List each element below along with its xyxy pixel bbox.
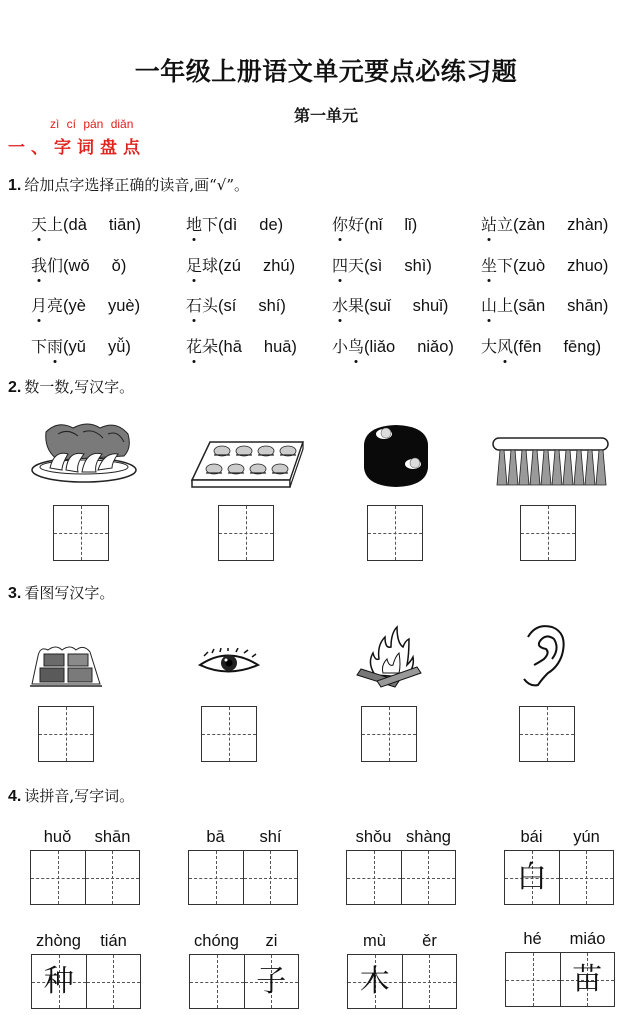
- option-2[interactable]: shān: [567, 297, 603, 315]
- question-2-heading: [8, 376, 134, 397]
- writing-cell[interactable]: [190, 955, 244, 1008]
- pinyin-label: chóng: [194, 932, 239, 950]
- pinyin-label: huǒ: [43, 828, 72, 846]
- pinyin-choice-item: 下雨(yǔ yǚ): [31, 334, 186, 375]
- option-1[interactable]: yè: [68, 297, 86, 315]
- option-1[interactable]: zú: [223, 256, 241, 275]
- writing-cell[interactable]: 种: [32, 955, 86, 1008]
- field-picture: [28, 642, 104, 688]
- option-1[interactable]: yǔ: [68, 337, 86, 356]
- question-number: 2.: [8, 379, 22, 396]
- pinyin-choice-item: 站立(zàn zhàn): [481, 212, 636, 253]
- option-2[interactable]: shì: [404, 256, 427, 275]
- bok-choy-picture: [28, 420, 138, 490]
- pinyin-choice-item: 你好(nǐ lǐ): [332, 212, 481, 253]
- option-2[interactable]: huā: [263, 337, 292, 356]
- writing-cell[interactable]: [559, 851, 614, 904]
- option-2[interactable]: lǐ: [404, 216, 412, 234]
- writing-cell[interactable]: 木: [348, 955, 402, 1008]
- pinyin-label: shān: [94, 828, 131, 846]
- pinyin-label: shí: [259, 828, 282, 846]
- option-1[interactable]: sì: [369, 256, 383, 275]
- pinyin-choice-item: 地下(dì de): [186, 212, 332, 253]
- pinyin-choice-item: 坐下(zuò zhuo): [481, 253, 636, 294]
- question-3-heading: [8, 582, 114, 603]
- pinyin-label: yún: [573, 828, 600, 846]
- pinyin-label: zi: [265, 932, 278, 950]
- section-pinyin: zì cí pán diǎn: [50, 117, 134, 131]
- question-1-heading: [8, 174, 249, 195]
- option-2[interactable]: ǒ: [111, 256, 121, 275]
- option-2[interactable]: tiān: [108, 216, 136, 234]
- question-number: 3.: [8, 585, 22, 602]
- option-1[interactable]: dà: [68, 216, 87, 234]
- option-2[interactable]: niǎo: [417, 337, 449, 356]
- writing-cell[interactable]: [401, 851, 456, 904]
- eye-picture: [198, 648, 260, 676]
- pinyin-word-box: [505, 930, 615, 1007]
- pinyin-choice-item: 石头(sí shí): [186, 293, 332, 334]
- hamburger-tray-picture: [190, 440, 305, 490]
- pinyin-choice-item: 我们(wǒ ǒ): [31, 253, 186, 294]
- writing-cell[interactable]: [347, 851, 401, 904]
- writing-cell[interactable]: [85, 851, 140, 904]
- answer-box[interactable]: [367, 505, 423, 561]
- answer-box[interactable]: [520, 505, 576, 561]
- question-4-heading: [8, 785, 134, 806]
- writing-cell[interactable]: [31, 851, 85, 904]
- writing-cell[interactable]: [243, 851, 298, 904]
- option-1[interactable]: zuò: [518, 256, 546, 275]
- fish-rack-picture: [492, 437, 610, 489]
- question-prompt: 数一数,写汉字。: [24, 378, 135, 396]
- option-2[interactable]: yǚ: [107, 337, 126, 356]
- writing-cell[interactable]: [189, 851, 243, 904]
- question-prompt: 给加点字选择正确的读音,画“√”。: [24, 176, 250, 194]
- pinyin-choice-item: 水果(suǐ shuǐ): [332, 293, 481, 334]
- option-2[interactable]: de: [259, 216, 278, 234]
- pinyin-word-box: [347, 932, 457, 1009]
- cake-picture: [358, 422, 434, 490]
- option-2[interactable]: shí: [258, 297, 281, 315]
- question-number: 4.: [8, 788, 22, 805]
- option-1[interactable]: suǐ: [369, 297, 391, 315]
- option-2[interactable]: shuǐ: [412, 297, 443, 315]
- option-1[interactable]: dì: [223, 216, 238, 234]
- section-title: 一、字词盘点: [8, 138, 146, 158]
- pinyin-label: hé: [523, 930, 542, 948]
- pinyin-word-box: [346, 828, 456, 905]
- option-1[interactable]: zàn: [518, 216, 546, 234]
- writing-cell[interactable]: [86, 955, 141, 1008]
- pinyin-word-box: [504, 828, 614, 905]
- option-1[interactable]: sí: [223, 297, 237, 315]
- pinyin-choice-grid: [31, 212, 636, 374]
- unit-title: 第一单元: [293, 106, 358, 125]
- pinyin-label: ěr: [422, 932, 437, 950]
- answer-box[interactable]: [53, 505, 109, 561]
- campfire-picture: [355, 625, 425, 690]
- answer-box[interactable]: [519, 706, 575, 762]
- option-1[interactable]: sān: [518, 297, 546, 315]
- pinyin-word-box: [189, 932, 299, 1009]
- pinyin-row: [31, 212, 636, 253]
- option-1[interactable]: wǒ: [68, 256, 90, 275]
- pinyin-label: bái: [520, 828, 543, 846]
- pinyin-word-box: [188, 828, 298, 905]
- pinyin-choice-item: 月亮(yè yuè): [31, 293, 186, 334]
- pinyin-label: tián: [100, 932, 127, 950]
- option-1[interactable]: hā: [223, 337, 242, 356]
- pinyin-label: mù: [363, 932, 386, 950]
- writing-cell[interactable]: [506, 953, 560, 1006]
- pinyin-word-box: [31, 932, 141, 1009]
- pinyin-choice-item: 山上(sān shān): [481, 293, 636, 334]
- pinyin-choice-item: 小鸟(liǎo niǎo): [332, 334, 481, 375]
- pinyin-row: [31, 334, 636, 375]
- question-prompt: 看图写汉字。: [24, 584, 115, 602]
- option-1[interactable]: fēn: [518, 337, 542, 356]
- option-2[interactable]: zhuo: [567, 256, 603, 275]
- option-2[interactable]: fēng: [563, 337, 596, 356]
- pinyin-label: miáo: [569, 930, 606, 948]
- answer-box[interactable]: [361, 706, 417, 762]
- pinyin-row: [31, 253, 636, 294]
- option-1[interactable]: liǎo: [369, 337, 396, 356]
- pinyin-label: bā: [206, 828, 225, 846]
- pinyin-choice-item: 足球(zú zhú): [186, 253, 332, 294]
- pinyin-word-box: [30, 828, 140, 905]
- answer-box[interactable]: [218, 505, 274, 561]
- writing-cell[interactable]: 子: [244, 955, 299, 1008]
- option-2[interactable]: zhú: [262, 256, 290, 275]
- option-2[interactable]: zhàn: [567, 216, 603, 234]
- writing-cell[interactable]: 苗: [560, 953, 615, 1006]
- option-1[interactable]: nǐ: [369, 216, 383, 234]
- worksheet-title: 一年级上册语文单元要点必练习题: [134, 57, 518, 86]
- question-number: 1.: [8, 177, 22, 194]
- pinyin-choice-item: 花朵(hā huā): [186, 334, 332, 375]
- question-prompt: 读拼音,写字词。: [24, 787, 135, 805]
- pinyin-choice-item: 天上(dà tiān): [31, 212, 186, 253]
- pinyin-label: shǒu: [355, 828, 392, 846]
- answer-box[interactable]: [38, 706, 94, 762]
- pinyin-label: shàng: [406, 828, 451, 846]
- pinyin-row: [31, 293, 636, 334]
- option-2[interactable]: yuè: [107, 297, 135, 315]
- writing-cell[interactable]: 白: [505, 851, 559, 904]
- answer-box[interactable]: [201, 706, 257, 762]
- pinyin-choice-item: 大风(fēn fēng): [481, 334, 636, 375]
- ear-picture: [522, 623, 572, 687]
- pinyin-choice-item: 四天(sì shì): [332, 253, 481, 294]
- writing-cell[interactable]: [402, 955, 457, 1008]
- pinyin-label: zhòng: [36, 932, 81, 950]
